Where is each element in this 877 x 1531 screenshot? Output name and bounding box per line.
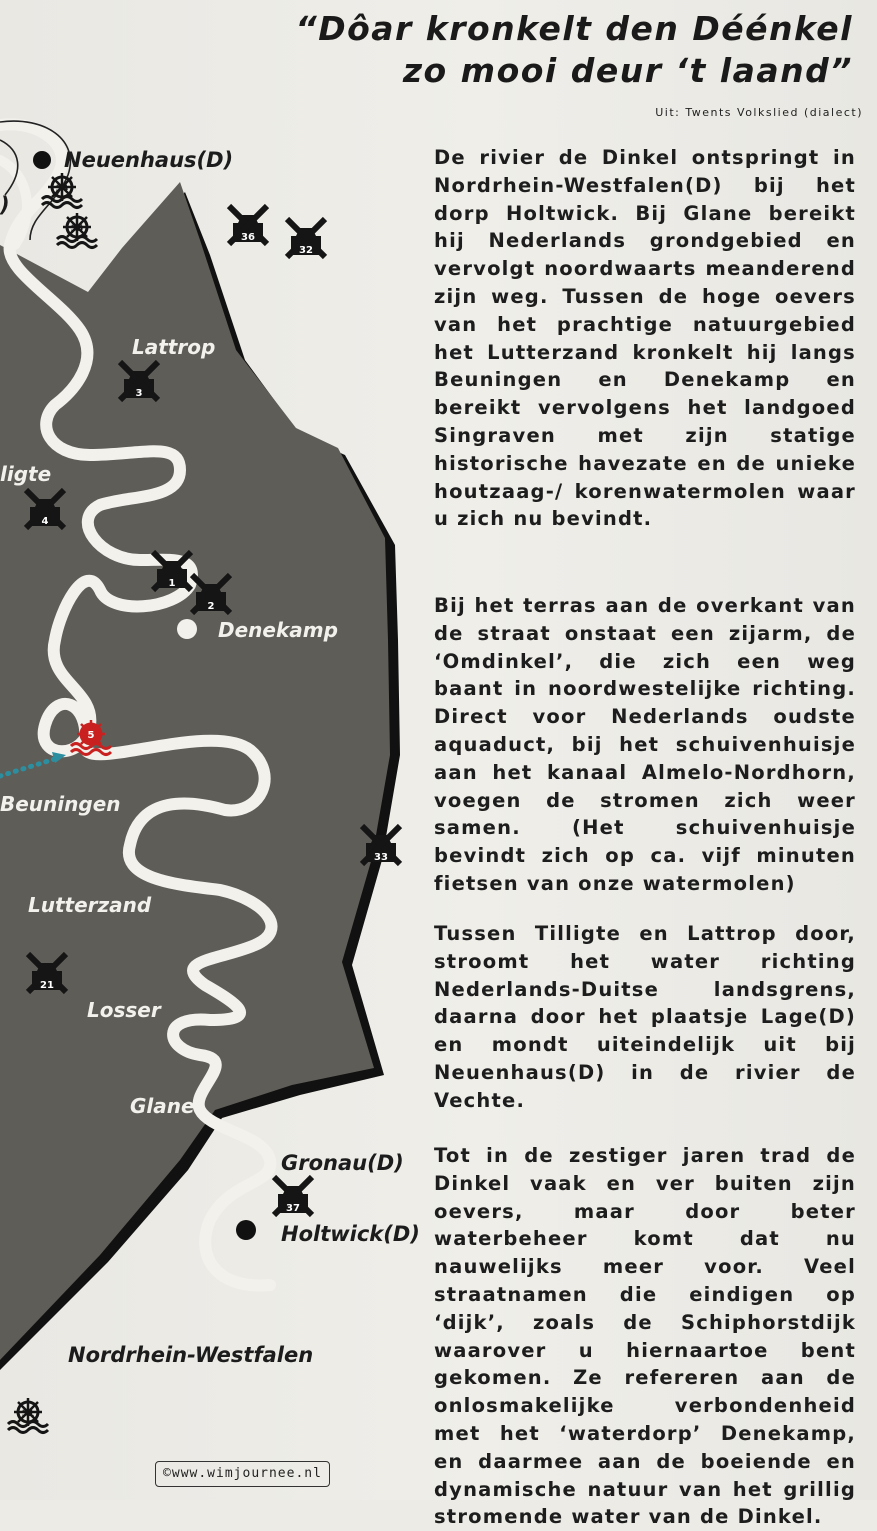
svg-text:21: 21 xyxy=(40,980,54,991)
title-source: Uit: Twents Volkslied (dialect) xyxy=(655,106,863,119)
windmill-36-icon xyxy=(229,206,267,244)
label-tilligte: ligte xyxy=(0,462,52,486)
svg-text:36: 36 xyxy=(241,232,255,243)
svg-text:4: 4 xyxy=(41,516,49,527)
paragraph-1: De rivier de Dinkel ontspringt in Nordrhein-Westfalen(D) bij het dorp Holtwick. Bij Glane bereikt hij Nederlands grondgebied en vervolgt noordwaarts meanderend zijn weg. Tussen de hoge oevers van het prachtige natuurgebied het Lutterzand kronkelt hij langs Beuningen en Denekamp en bereikt vervolgens het landgoed Singraven met zijn statige historische havezate en de unieke houtzaag-/ korenwatermolen waar u zich nu bevindt. xyxy=(434,146,856,531)
svg-text:32: 32 xyxy=(299,245,313,256)
label-edge-paren: ) xyxy=(0,193,10,217)
paragraph-4: Tot in de zestiger jaren trad de Dinkel vaak en ver buiten zijn oevers, maar door beter waterbeheer komt dat nu nauwelijks meer voor. Veel straatnamen die eindigen op ‘dijk’, zoals de Schiphorstdijk waarover u hiernaartoe bent gekomen. Ze refereren aan de onlosmakelijke verbondenheid met het ‘waterdorp’ Denekamp, en daarmee aan de boeiende en dynamische natuur van het grillig stromende water van de Dinkel. xyxy=(434,1144,856,1529)
svg-text:35: 35 xyxy=(70,224,84,234)
svg-text:5: 5 xyxy=(87,730,95,741)
paragraph-2: Bij het terras aan de overkant van de straat onstaat een zijarm, de ‘Omdinkel’, die zich een weg baant in noordwestelijke richting. Direct voor Nederlands oudste aquaduct, bij het schuivenhuisje aan het kanaal Almelo-Nordhorn, voegen de stromen zich weer samen. (Het schuivenhuisje bevindt zich op ca. vijf minuten fietsen van onze watermolen) xyxy=(434,594,856,895)
title-line-2: zo mooi deur ‘t laand” xyxy=(402,51,853,90)
town-dot-neuenhaus xyxy=(33,151,51,169)
watermill-31-icon xyxy=(8,1398,48,1433)
copyright-badge: ©www.wimjournee.nl xyxy=(155,1461,330,1487)
svg-text:34: 34 xyxy=(55,184,69,194)
svg-text:2: 2 xyxy=(207,601,215,612)
label-losser: Losser xyxy=(87,998,161,1022)
svg-text:1: 1 xyxy=(168,578,176,589)
svg-text:33: 33 xyxy=(374,852,388,863)
town-dot-denekamp xyxy=(177,619,197,639)
label-denekamp: Denekamp xyxy=(218,618,338,642)
label-neuenhaus: Neuenhaus(D) xyxy=(64,148,234,172)
svg-text:31: 31 xyxy=(21,1409,35,1419)
windmill-32-icon xyxy=(287,219,325,257)
svg-text:3: 3 xyxy=(135,388,143,399)
watermill-35-icon xyxy=(57,213,97,248)
label-lattrop: Lattrop xyxy=(132,335,216,359)
town-dot-holtwick xyxy=(236,1220,256,1240)
label-gronau: Gronau(D) xyxy=(281,1151,404,1175)
label-glane: Glane xyxy=(130,1094,195,1118)
paragraph-3: Tussen Tilligte en Lattrop door, stroomt het water richting Nederlands-Duitse landsgrens, daarna door het plaatsje Lage(D) en mondt uiteindelijk uit bij Neuenhaus(D) in de rivier de Vechte. xyxy=(434,922,856,1112)
windmill-37-icon xyxy=(274,1177,312,1215)
svg-text:37: 37 xyxy=(286,1203,300,1214)
label-lutterzand: Lutterzand xyxy=(28,893,152,917)
page-title xyxy=(253,8,853,92)
label-beuningen: Beuningen xyxy=(0,792,121,816)
label-nordrhein-westfalen: Nordrhein-Westfalen xyxy=(68,1343,314,1367)
label-holtwick: Holtwick(D) xyxy=(281,1222,420,1246)
title-line-1: “Dôar kronkelt den Déénkel xyxy=(295,9,853,48)
